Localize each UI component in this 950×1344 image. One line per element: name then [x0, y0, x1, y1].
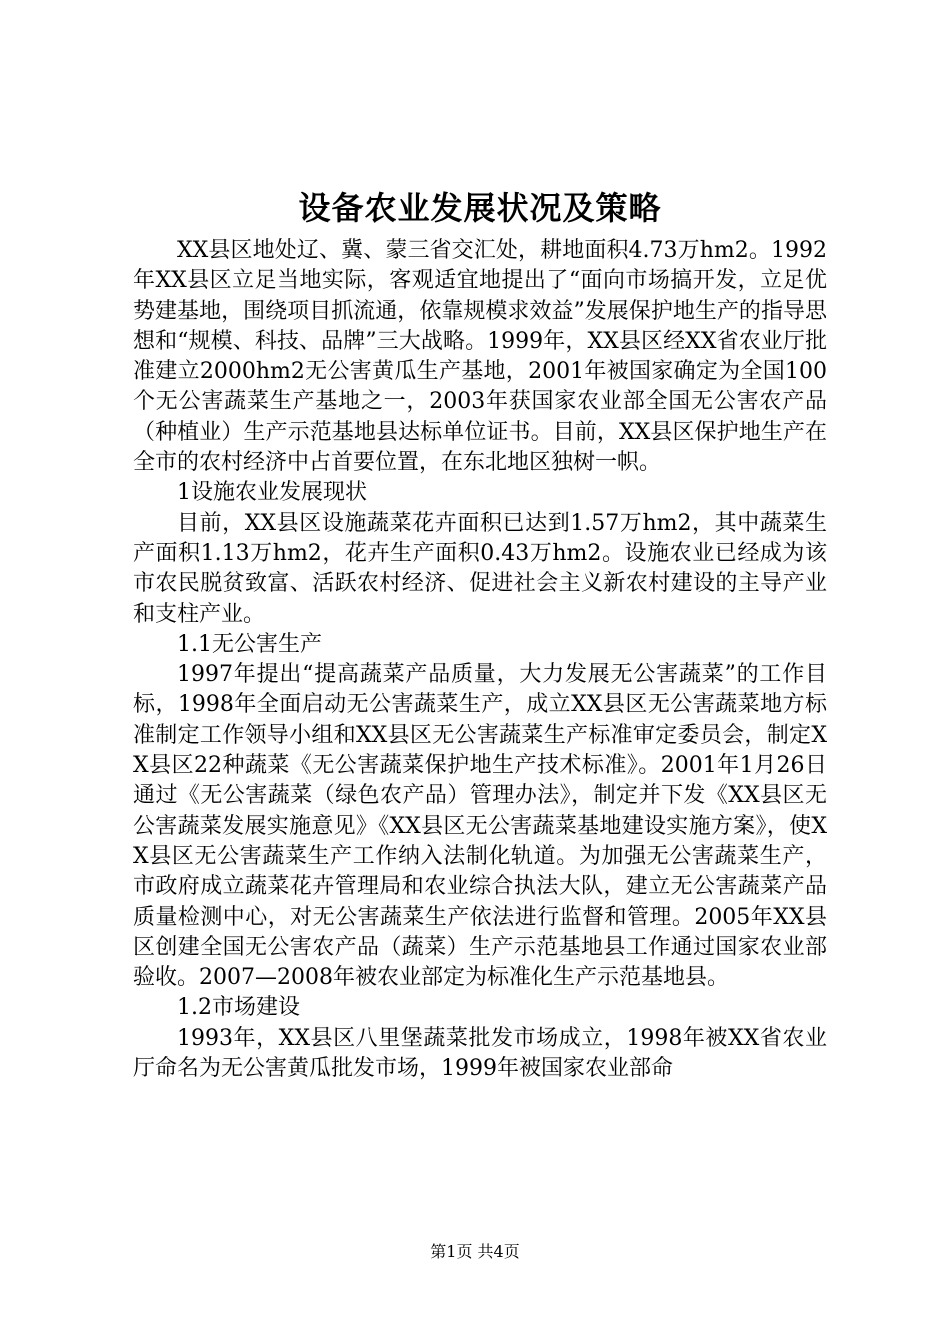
body-paragraph: 1993年，XX县区八里堡蔬菜批发市场成立，1998年被XX省农业厅命名为无公害黄瓜批发市场，1999年被国家农业部命: [133, 1025, 827, 1082]
section-heading: 1.1无公害生产: [177, 631, 322, 657]
document-title: 设备农业发展状况及策略: [298, 189, 662, 227]
document-page: [133, 180, 827, 1084]
body-paragraph: XX县区地处辽、冀、蒙三省交汇处，耕地面积4.73万hm2。1992年XX县区立足当地实际，客观适宜地提出了“面向市场搞开发，立足优势建基地，围绕项目抓流通，依靠规模求效益”发展保护地生产的指导思想和“规模、科技、品牌”三大战略。1999年，XX县区经XX省农业厅批准建立2000hm2无公害黄瓜生产基地，2001年被国家确定为全国100个无公害蔬菜生产基地之一，2003年获国家农业部全国无公害农产品（种植业）生产示范基地县达标单位证书。目前，XX县区保护地生产在全市的农村经济中占首要位置，在东北地区独树一帜。: [133, 238, 827, 476]
document-body: [133, 236, 827, 1084]
page-number-footer: 第1页 共4页: [430, 1242, 520, 1261]
body-paragraph: 1997年提出“提高蔬菜产品质量，大力发展无公害蔬菜”的工作目标，1998年全面启动无公害蔬菜生产，成立XX县区无公害蔬菜地方标准制定工作领导小组和XX县区无公害蔬菜生产标准审定委员会，制定XX县区22种蔬菜《无公害蔬菜保护地生产技术标准》。2001年1月26日通过《无公害蔬菜（绿色农产品）管理办法》，制定并下发《XX县区无公害蔬菜发展实施意见》《XX县区无公害蔬菜基地建设实施方案》，使XX县区无公害蔬菜生产工作纳入法制化轨道。为加强无公害蔬菜生产，市政府成立蔬菜花卉管理局和农业综合执法大队，建立无公害蔬菜产品质量检测中心，对无公害蔬菜生产依法进行监督和管理。2005年XX县区创建全国无公害农产品（蔬菜）生产示范基地县工作通过国家农业部验收。2007—2008年被农业部定为标准化生产示范基地县。: [133, 662, 827, 991]
body-paragraph: 目前，XX县区设施蔬菜花卉面积已达到1.57万hm2，其中蔬菜生产面积1.13万hm2，花卉生产面积0.43万hm2。设施农业已经成为该市农民脱贫致富、活跃农村经济、促进社会主义新农村建设的主导产业和支柱产业。: [133, 510, 827, 627]
section-heading: 1设施农业发展现状: [177, 480, 367, 506]
section-heading: 1.2市场建设: [177, 995, 300, 1021]
